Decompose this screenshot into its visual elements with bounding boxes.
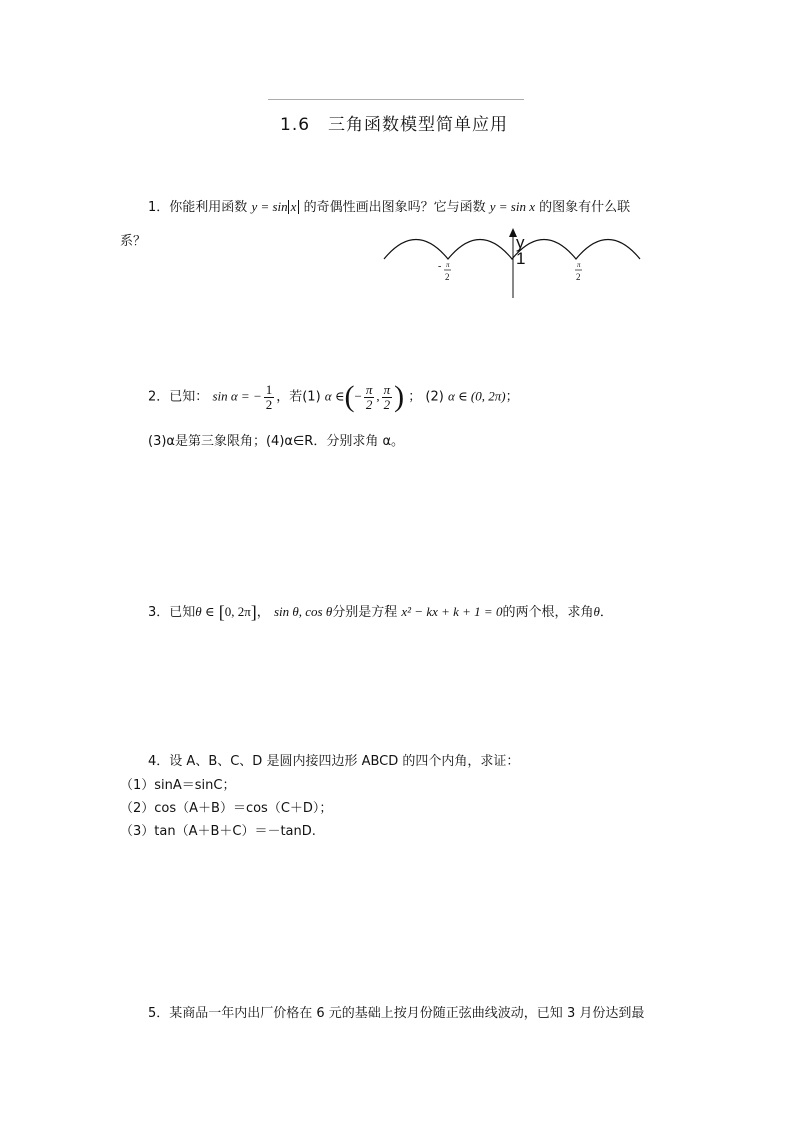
pos-tick-pi: π [577, 261, 581, 269]
q1-text-c: 的图象有什么联 [539, 200, 631, 215]
neg-tick-den: 2 [445, 272, 450, 282]
q2-number: 2． [148, 389, 170, 405]
q2-expr-in: α ∈ [324, 388, 345, 404]
graph-curve [384, 240, 640, 260]
title-rule [268, 99, 524, 100]
q1-expr-a-abs: x [288, 200, 300, 214]
q3-expr-a: θ ∈ [195, 604, 215, 619]
q1-number: 1． [148, 200, 170, 215]
question-3: 3．已知θ ∈ [0, 2π]， sin θ, cos θ分别是方程 x² − kx + k + 1 = 0的两个根，求角θ． [148, 602, 613, 622]
q2-part2-expr: α ∈ (0, 2π) [447, 388, 506, 404]
q2-interval-left: $\frac{\pi}{2}$ [365, 381, 373, 412]
q2-expr-lhs: sin α = − [212, 388, 262, 404]
question-2-line-2: (3)α是第三象限角；(4)α∈R．分别求角 α。 [148, 434, 405, 449]
q3-text-a: 已知 [169, 605, 196, 620]
q1-expr-b: y = sin x [489, 199, 535, 214]
q4-item-2: （2）cos（A＋B）＝cos（C＋D）； [120, 801, 333, 816]
q4-item-3: （3）tan（A＋B＋C）＝－tanD. [120, 824, 316, 839]
question-1-line-2: 系？ [120, 234, 147, 249]
y-axis-label: y [516, 233, 525, 252]
neg-tick-pi: π [446, 261, 450, 269]
q3-text-c: 分别是方程 [332, 605, 398, 620]
q3-interval: 0, 2π [224, 604, 251, 619]
q4-item-1: （1）sinA＝sinC； [120, 778, 236, 793]
q3-text-d: 的两个根，求角 [502, 605, 594, 620]
q2-fraction: $\frac{1}{2}$ [265, 381, 273, 412]
question-1-line-1 [148, 196, 630, 215]
q2-text-b: ，若(1) [276, 389, 321, 405]
page-title: 1.6 三角函数模型简单应用 [280, 115, 509, 135]
pos-tick-den: 2 [576, 272, 581, 282]
q1-text-a: 你能利用函数 [169, 200, 248, 215]
q2-interval-minus: − [354, 388, 362, 404]
q1-text-b: 的奇偶性画出图象吗？它与函数 [303, 200, 486, 215]
graph-one-label: 1 [516, 249, 526, 268]
q1-expr-a-left: y = sin [251, 199, 288, 214]
q4-text: A、B、C、D 是圆内接四边形 ABCD 的四个内角，求证： [186, 754, 520, 769]
q2-interval-right: $\frac{\pi}{2}$ [383, 381, 391, 412]
q2-text-a: 已知： [169, 389, 209, 405]
q3-text-b: ， [256, 605, 270, 620]
q3-expr-d: θ [593, 604, 600, 619]
question-5: 5．某商品一年内出厂价格在 6 元的基础上按月份随正弦曲线波动，已知 3 月份达到最 [148, 1006, 645, 1021]
q2-separator: ； [408, 389, 422, 405]
q3-equation: x² − kx + k + 1 = 0 [401, 604, 503, 619]
abs-sine-graph [380, 226, 646, 302]
q2-part2-label: (2) [425, 389, 444, 405]
q4-number: 4．设 [148, 754, 183, 769]
question-4-line-1 [148, 750, 519, 769]
q3-number: 3． [148, 605, 170, 620]
q3-expr-b: sin θ, cos θ [273, 604, 333, 619]
neg-tick-minus: - [438, 261, 442, 272]
question-2-line-1: 2．已知： sin α = − $\frac{1}{2}$ ，若(1) α ∈(− $\frac{\pi}{2}$ , $\frac{\pi}{2}$ ) ； (2) α ∈ (0, 2π)； [148, 380, 519, 413]
